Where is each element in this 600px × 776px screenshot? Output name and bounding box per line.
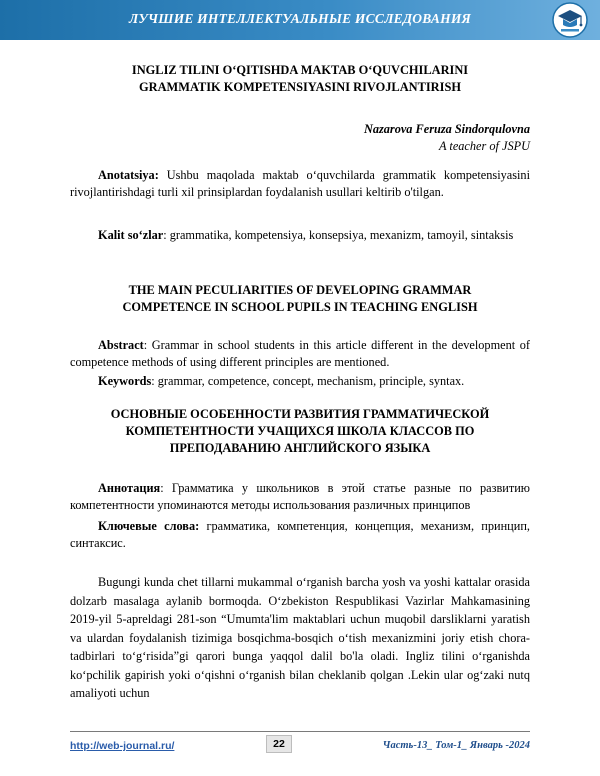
uz-keywords-label: Kalit so‘zlar xyxy=(98,228,164,242)
journal-title: ЛУЧШИЕ ИНТЕЛЛЕКТУАЛЬНЫЕ ИССЛЕДОВАНИЯ xyxy=(128,11,472,26)
journal-link[interactable]: http://web-journal.ru/ xyxy=(70,740,175,752)
en-abstract-label: Abstract xyxy=(98,338,144,352)
page-number: 22 xyxy=(266,735,292,753)
en-keywords xyxy=(70,373,530,390)
author-block xyxy=(364,121,530,155)
uz-title-line-1: INGLIZ TILINI O‘QITISHDA MAKTAB O‘QUVCHILARINI xyxy=(131,63,469,77)
ru-title-line-2: КОМПЕТЕНТНОСТИ УЧАЩИХСЯ ШКОЛА КЛАССОВ ПО xyxy=(125,424,475,438)
journal-header-banner xyxy=(0,0,600,40)
ru-abstract-label: Аннотация xyxy=(98,481,161,495)
en-keywords-label: Keywords xyxy=(98,374,152,388)
uz-title-line-2: GRAMMATIK KOMPETENSIYASINI RIVOJLANTIRISH xyxy=(139,80,461,94)
ru-abstract-text: : Грамматика у школьников в этой статье разные по развитию компетентности упоминаются методы использования различных принципов xyxy=(70,481,530,512)
author-role: A teacher of JSPU xyxy=(439,139,530,153)
footer-divider xyxy=(70,731,530,732)
ru-title-line-3: ПРЕПОДАВАНИЮ АНГЛИЙСКОГО ЯЗЫКА xyxy=(169,441,431,455)
en-title-line-1: THE MAIN PECULIARITIES OF DEVELOPING GRAMMAR xyxy=(128,283,472,297)
author-name: Nazarova Feruza Sindorqulovna xyxy=(363,122,530,136)
issue-info: Часть-13_ Том-1_ Январь -2024 xyxy=(382,740,530,751)
body-paragraph: Bugungi kunda chet tillarni mukammal o‘rganish barcha yosh va yoshi kattalar orasida dolzarb masalaga aylanib bormoqda. O‘zbekiston Respublikasi Vazirlar Mahkamasining 2019-yil 5-apreldagi 281-son “Umumta'lim maktablari uchun muqobil darsliklarni yaratish va ulardan foydalanish tizimiga bosqichma-bosqich o‘tish mexanizmini joriy etish chora-tadbirlari to‘g‘risida”gi qarori bunga yaqqol dalil bo'la oladi. Ingliz tilini o‘rganishda ko‘pchilik gapirish yoki o‘qishni o‘rganish bilan cheklanib qolgan .Lekin ular og‘zaki nutq amaliyoti uchun xyxy=(70,575,530,700)
journal-logo-icon xyxy=(552,2,588,38)
en-title-line-2: COMPETENCE IN SCHOOL PUPILS IN TEACHING ENGLISH xyxy=(122,300,478,314)
ru-keywords-label: Ключевые слова: xyxy=(98,519,200,533)
en-abstract-text: : Grammar in school students in this article different in the development of competence methods of using different principles are mentioned. xyxy=(70,338,530,369)
en-keywords-text: : grammar, competence, concept, mechanism, principle, syntax. xyxy=(151,374,465,388)
uz-title xyxy=(70,62,530,96)
ru-title xyxy=(70,406,530,457)
ru-keywords xyxy=(70,518,530,552)
uz-keywords-text: : grammatika, kompetensiya, konsepsiya, mexanizm, tamoyil, sintaksis xyxy=(163,228,514,242)
ru-abstract xyxy=(70,480,530,514)
uz-keywords xyxy=(70,227,530,244)
en-title xyxy=(70,282,530,316)
uz-abstract xyxy=(70,167,530,201)
ru-keywords-text: грамматика, компетенция, концепция, механизм, принцип, синтаксис. xyxy=(70,519,531,550)
uz-abstract-label: Anotatsiya: xyxy=(98,168,159,182)
en-abstract xyxy=(70,337,530,371)
ru-title-line-1: ОСНОВНЫЕ ОСОБЕННОСТИ РАЗВИТИЯ ГРАММАТИЧЕСКОЙ xyxy=(110,407,490,421)
uz-abstract-text: Ushbu maqolada maktab o‘quvchilarda grammatik kompetensiyasini rivojlantirishdagi turli xil prinsiplardan foydalanish usullari keltirib o'tilgan. xyxy=(70,168,530,199)
